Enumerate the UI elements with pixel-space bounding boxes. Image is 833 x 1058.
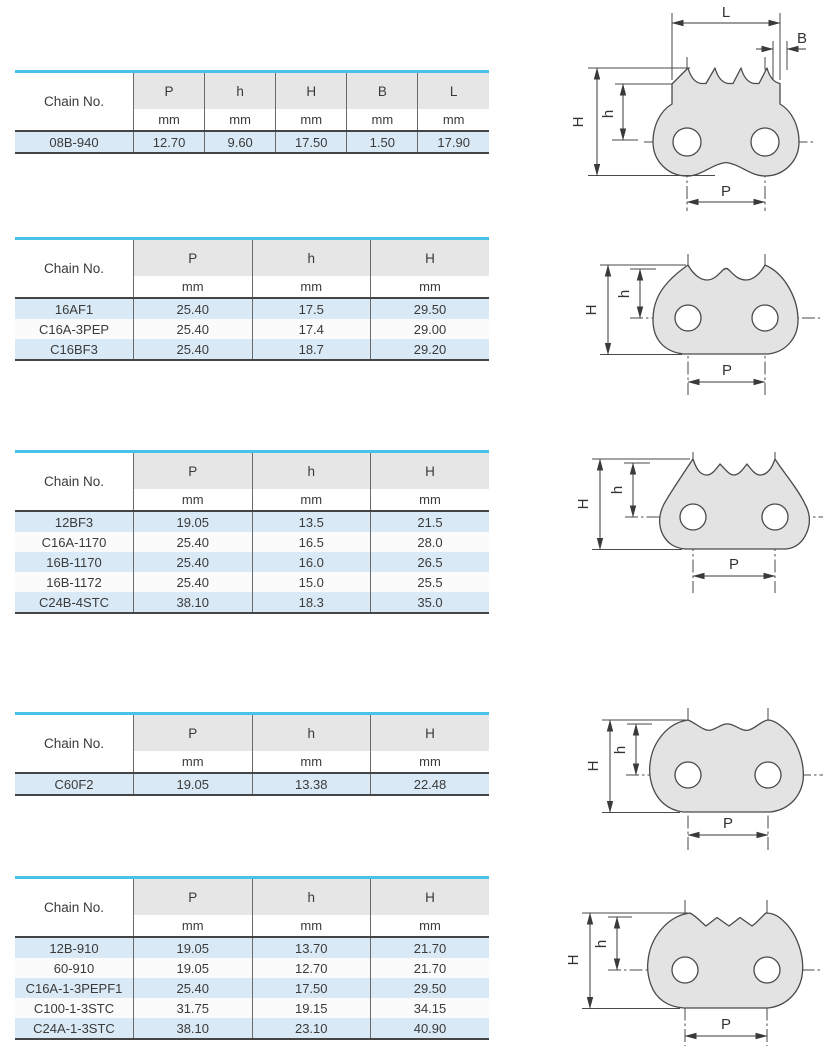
- value-cell: 29.20: [371, 339, 490, 360]
- value-cell: 29.50: [371, 978, 490, 998]
- dimension-h: [616, 269, 656, 318]
- value-cell: 25.5: [371, 572, 490, 592]
- column-header: h: [252, 878, 371, 916]
- unit-label: mm: [418, 109, 489, 131]
- pin-hole-left: [673, 128, 701, 156]
- pin-hole-left: [675, 305, 701, 331]
- dimension-h: [612, 724, 652, 775]
- chain-plate-shape: [653, 68, 799, 176]
- value-cell: 31.75: [134, 998, 253, 1018]
- table-row: [15, 572, 489, 592]
- value-cell: 28.0: [371, 532, 490, 552]
- unit-label: mm: [252, 489, 371, 511]
- value-cell: 38.10: [134, 1018, 253, 1039]
- chain-plate-shape: [653, 265, 798, 354]
- value-cell: 9.60: [205, 131, 276, 153]
- value-cell: 13.70: [252, 937, 371, 958]
- value-cell: 25.40: [134, 319, 253, 339]
- chain-no-cell: 60-910: [53, 960, 95, 976]
- table-row: [15, 552, 489, 572]
- dimension-P: [685, 1016, 767, 1036]
- dimension-P: [688, 815, 768, 835]
- table-row: [15, 298, 489, 319]
- table-row: [15, 511, 489, 532]
- chain-no-cell: C16BF3: [50, 341, 98, 357]
- pin-hole-right: [751, 128, 779, 156]
- dimension-h: [609, 463, 650, 517]
- value-cell: 25.40: [134, 339, 253, 360]
- chain-no-header: Chain No.: [15, 714, 134, 774]
- table-row: [15, 532, 489, 552]
- column-header: H: [371, 714, 490, 752]
- column-header: L: [418, 72, 489, 110]
- chain-no-cell: C100-1-3STC: [33, 1000, 115, 1016]
- value-cell: 21.70: [371, 958, 490, 978]
- column-header: H: [276, 72, 347, 110]
- column-header: h: [252, 239, 371, 277]
- chain-plate-shape: [648, 913, 803, 1008]
- column-header: H: [371, 452, 490, 490]
- unit-label: mm: [252, 751, 371, 773]
- value-cell: 17.90: [418, 131, 489, 153]
- dimension-B: [756, 30, 807, 79]
- unit-label: mm: [252, 276, 371, 298]
- chain-no-cell: 16B-1170: [46, 554, 102, 570]
- value-cell: 18.3: [252, 592, 371, 613]
- table-slot-4: [15, 712, 489, 796]
- value-cell: 21.5: [371, 511, 490, 532]
- table-row: [15, 319, 489, 339]
- chain-dimension-table: [15, 70, 489, 154]
- value-cell: 19.05: [134, 511, 253, 532]
- value-cell: 15.0: [252, 572, 371, 592]
- value-cell: 17.50: [276, 131, 347, 153]
- pin-hole-right: [754, 957, 780, 983]
- value-cell: 13.5: [252, 511, 371, 532]
- dim-label-H: H: [570, 116, 587, 128]
- unit-label: mm: [347, 109, 418, 131]
- table-slot-1: [15, 70, 489, 154]
- dim-label-H: H: [565, 954, 582, 966]
- column-header: P: [134, 72, 205, 110]
- dim-label-H: H: [583, 304, 600, 316]
- unit-label: mm: [134, 489, 253, 511]
- chain-no-cell: C16A-1-3PEPF1: [25, 980, 123, 996]
- dim-label-P: P: [728, 556, 740, 573]
- value-cell: 22.48: [371, 773, 490, 795]
- pin-hole-left: [675, 762, 701, 788]
- column-header: H: [371, 239, 490, 277]
- pin-hole-left: [680, 504, 706, 530]
- chain-no-cell: 12B-910: [49, 940, 99, 956]
- value-cell: 29.00: [371, 319, 490, 339]
- dim-label-h: h: [609, 485, 626, 495]
- value-cell: 19.05: [134, 937, 253, 958]
- dim-label-h: h: [612, 745, 629, 755]
- value-cell: 35.0: [371, 592, 490, 613]
- dimension-P: [693, 556, 775, 576]
- unit-label: mm: [134, 109, 205, 131]
- chain-dimension-table: [15, 237, 489, 361]
- dim-label-B: B: [796, 30, 808, 47]
- value-cell: 19.05: [134, 773, 253, 795]
- value-cell: 16.5: [252, 532, 371, 552]
- unit-label: mm: [205, 109, 276, 131]
- dim-label-H: H: [585, 760, 602, 772]
- dimension-h: [593, 917, 632, 970]
- dim-label-h: h: [600, 109, 617, 119]
- column-header: h: [252, 714, 371, 752]
- pin-hole-right: [752, 305, 778, 331]
- table-row: [15, 998, 489, 1018]
- table-slot-2: [15, 237, 489, 361]
- value-cell: 19.15: [252, 998, 371, 1018]
- column-header: P: [134, 239, 253, 277]
- column-header: P: [134, 452, 253, 490]
- unit-label: mm: [371, 751, 490, 773]
- table-row: [15, 937, 489, 958]
- value-cell: 12.70: [252, 958, 371, 978]
- chain-no-header: Chain No.: [15, 239, 134, 299]
- value-cell: 1.50: [347, 131, 418, 153]
- dim-label-P: P: [720, 1016, 732, 1033]
- value-cell: 25.40: [134, 532, 253, 552]
- value-cell: 25.40: [134, 552, 253, 572]
- dim-label-H: H: [575, 498, 592, 510]
- column-header: P: [134, 714, 253, 752]
- chain-no-cell: C60F2: [54, 776, 94, 792]
- diagram-twin-peak-plate: [560, 232, 833, 412]
- diagram-wavy-plate: [560, 690, 833, 862]
- value-cell: 23.10: [252, 1018, 371, 1039]
- chain-dimension-table: [15, 712, 489, 796]
- chain-no-cell: 08B-940: [49, 134, 99, 150]
- unit-label: mm: [276, 109, 347, 131]
- value-cell: 19.05: [134, 958, 253, 978]
- value-cell: 16.0: [252, 552, 371, 572]
- unit-label: mm: [252, 915, 371, 937]
- value-cell: 29.50: [371, 298, 490, 319]
- column-header: H: [371, 878, 490, 916]
- chain-plate-shape: [660, 459, 810, 549]
- value-cell: 25.40: [134, 978, 253, 998]
- value-cell: 17.50: [252, 978, 371, 998]
- chain-no-header: Chain No.: [15, 72, 134, 132]
- chain-no-header: Chain No.: [15, 878, 134, 938]
- chain-no-header: Chain No.: [15, 452, 134, 512]
- chain-no-cell: C16A-3PEP: [38, 321, 110, 337]
- value-cell: 26.5: [371, 552, 490, 572]
- table-slot-3: [15, 450, 489, 614]
- chain-no-cell: 12BF3: [54, 514, 94, 530]
- pin-hole-right: [755, 762, 781, 788]
- value-cell: 18.7: [252, 339, 371, 360]
- unit-label: mm: [134, 751, 253, 773]
- chain-no-cell: 16AF1: [54, 301, 94, 317]
- dim-label-P: P: [721, 362, 733, 379]
- table-slot-5: [15, 876, 489, 1040]
- dim-label-P: P: [720, 183, 732, 200]
- column-header: h: [205, 72, 276, 110]
- table-row: [15, 339, 489, 360]
- column-header: P: [134, 878, 253, 916]
- chain-no-cell: C24A-1-3STC: [33, 1020, 115, 1036]
- unit-label: mm: [134, 915, 253, 937]
- dimension-P: [687, 183, 765, 202]
- table-row: [15, 1018, 489, 1039]
- table-row: [15, 592, 489, 613]
- value-cell: 34.15: [371, 998, 490, 1018]
- value-cell: 25.40: [134, 298, 253, 319]
- unit-label: mm: [371, 276, 490, 298]
- pin-hole-left: [672, 957, 698, 983]
- unit-label: mm: [371, 489, 490, 511]
- value-cell: 40.90: [371, 1018, 490, 1039]
- dim-label-P: P: [722, 815, 734, 832]
- unit-label: mm: [371, 915, 490, 937]
- pin-hole-right: [762, 504, 788, 530]
- dim-label-h: h: [616, 289, 633, 299]
- dim-label-L: L: [721, 4, 731, 21]
- table-row: [15, 958, 489, 978]
- dim-label-h: h: [593, 939, 610, 949]
- value-cell: 12.70: [134, 131, 205, 153]
- chain-plate-shape: [650, 720, 804, 812]
- unit-label: mm: [134, 276, 253, 298]
- diagram-zigzag-plate: [560, 880, 833, 1058]
- chain-no-cell: C16A-1170: [41, 534, 107, 550]
- table-row: [15, 131, 489, 153]
- value-cell: 25.40: [134, 572, 253, 592]
- value-cell: 17.4: [252, 319, 371, 339]
- chain-dimension-table: [15, 876, 489, 1040]
- dimension-P: [688, 362, 765, 382]
- chain-no-cell: C24B-4STC: [38, 594, 110, 610]
- table-row: [15, 978, 489, 998]
- chain-dimension-table: [15, 450, 489, 614]
- value-cell: 21.70: [371, 937, 490, 958]
- chain-no-cell: 16B-1172: [46, 574, 102, 590]
- value-cell: 13.38: [252, 773, 371, 795]
- value-cell: 38.10: [134, 592, 253, 613]
- column-header: B: [347, 72, 418, 110]
- column-header: h: [252, 452, 371, 490]
- diagram-trapezoid-plate: [560, 430, 833, 622]
- table-row: [15, 773, 489, 795]
- value-cell: 17.5: [252, 298, 371, 319]
- diagram-serrated-plate: [560, 0, 833, 215]
